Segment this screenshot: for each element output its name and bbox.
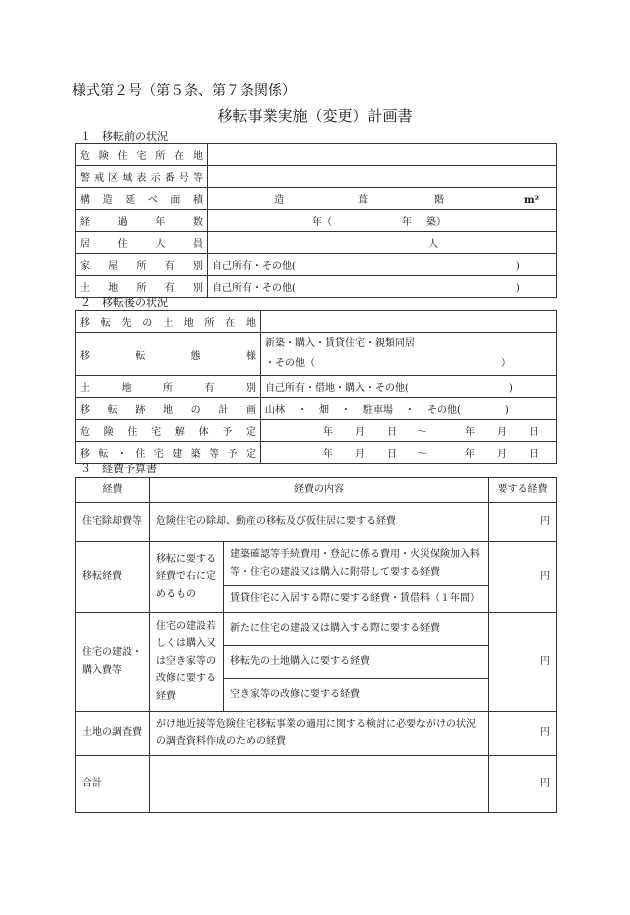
row-label: 構造延べ面積 xyxy=(76,188,208,210)
plan-other: その他( xyxy=(427,405,461,416)
expense-sublabel: 住宅の建設若しくは購入又は空き家等の改修に要する経費 xyxy=(150,612,224,711)
address-field[interactable] xyxy=(208,144,557,166)
yen-unit: 円 xyxy=(540,777,550,789)
table-header-row xyxy=(76,478,557,503)
year-label: 年 xyxy=(465,449,475,460)
yen-unit: 円 xyxy=(540,571,550,582)
plan-close-paren: ) xyxy=(504,405,509,416)
expense-item: 移転先の土地購入に要する経費 xyxy=(224,645,489,678)
expense-content: がけ地近接等危険住宅移転事業の適用に関する検討に必要ながけの状況の調査資料作成のための経費 xyxy=(150,711,489,755)
expense-content: 危険住宅の除却、動産の移転及び仮住居に要する経費 xyxy=(150,503,489,542)
total-amount-field[interactable] xyxy=(489,755,557,812)
expense-label: 住宅除却費等 xyxy=(76,503,150,542)
row-label: 移転態様 xyxy=(76,333,261,376)
row-label: 危険住宅所在地 xyxy=(76,144,208,166)
pre-relocation-table xyxy=(75,143,557,298)
amount-field[interactable] xyxy=(489,503,557,542)
persons-unit: 人 xyxy=(428,239,438,250)
table-row xyxy=(76,755,557,812)
month-label: 月 xyxy=(497,427,507,438)
plan-parking: 駐車場 xyxy=(363,405,393,416)
years-label: 年（ xyxy=(312,217,332,228)
year-label: 年 xyxy=(323,427,333,438)
floor-area-field[interactable] xyxy=(208,188,557,210)
zone-number-field[interactable] xyxy=(208,166,557,188)
amount-field[interactable] xyxy=(489,542,557,613)
form-number: 様式第２号（第５条、第７条関係） xyxy=(72,83,296,99)
table-row xyxy=(76,166,557,188)
table-row xyxy=(76,398,557,420)
table-row xyxy=(76,711,557,755)
yen-unit: 円 xyxy=(540,655,550,667)
mode-other: ・その他（ xyxy=(265,358,315,369)
col-header-amount: 要する経費 xyxy=(489,478,557,503)
table-row xyxy=(76,311,557,333)
construction-schedule-field[interactable] xyxy=(261,442,557,464)
table-row xyxy=(76,254,557,276)
row-label: 移転・住宅建築等予定 xyxy=(76,442,261,464)
expense-label: 住宅の建設・購入費等 xyxy=(76,612,150,711)
separator: ・ xyxy=(405,405,415,416)
separator: ・ xyxy=(297,405,307,416)
post-relocation-table xyxy=(75,310,557,464)
table-row xyxy=(76,420,557,442)
table-row xyxy=(76,503,557,542)
area-unit: m² xyxy=(524,195,539,206)
row-label: 経過年数 xyxy=(76,210,208,232)
month-label: 月 xyxy=(355,449,365,460)
vacated-land-plan-field[interactable] xyxy=(261,398,557,420)
table-row xyxy=(76,542,557,586)
month-label: 月 xyxy=(497,449,507,460)
section1-heading: １ 移転前の状況 xyxy=(80,130,168,143)
year-label: 年 xyxy=(465,427,475,438)
table-row xyxy=(76,376,557,398)
section3-heading: ３ 経費予算書 xyxy=(80,462,157,475)
expense-label: 移転経費 xyxy=(76,542,150,613)
amount-field[interactable] xyxy=(489,711,557,755)
section2-heading: ２ 移転後の状況 xyxy=(80,296,168,309)
yen-unit: 円 xyxy=(540,727,550,739)
table-row xyxy=(76,210,557,232)
day-label: 日 xyxy=(387,427,397,438)
row-label: 危険住宅解体予定 xyxy=(76,420,261,442)
day-label: 日 xyxy=(529,427,539,438)
new-land-ownership-field[interactable]: 自己所有・借地・購入・その他( ) xyxy=(261,376,557,398)
year-built-label: 年 xyxy=(402,217,412,228)
separator: ・ xyxy=(341,405,351,416)
total-content xyxy=(150,755,489,812)
residents-field[interactable] xyxy=(208,232,557,254)
row-label: 土地所有別 xyxy=(76,276,208,298)
mode-close-paren: ） xyxy=(501,358,511,369)
demolition-schedule-field[interactable] xyxy=(261,420,557,442)
land-ownership-field[interactable]: 自己所有・その他( ) xyxy=(208,276,557,298)
col-header-content: 経費の内容 xyxy=(150,478,489,503)
built-label: 築） xyxy=(426,217,446,228)
amount-field[interactable] xyxy=(489,612,557,711)
day-label: 日 xyxy=(529,449,539,460)
col-header-expense: 経費 xyxy=(76,478,150,503)
roof-label: 葺 xyxy=(358,195,368,206)
page-title: 移転事業実施（変更）計画書 xyxy=(217,107,413,125)
expense-item: 空き家等の改修に要する経費 xyxy=(224,678,489,711)
row-label: 家屋所有別 xyxy=(76,254,208,276)
structure-label: 造 xyxy=(274,195,284,206)
expense-sublabel: 移転に要する経費で右に定めるもの xyxy=(150,542,224,613)
table-row xyxy=(76,612,557,645)
table-row xyxy=(76,232,557,254)
total-label: 合計 xyxy=(76,755,150,812)
year-label: 年 xyxy=(323,449,333,460)
expense-item: 新たに住宅の建設又は購入する際に要する経費 xyxy=(224,612,489,645)
range-tilde: ～ xyxy=(417,427,427,438)
table-row xyxy=(76,333,557,376)
table-row xyxy=(76,144,557,166)
yen-unit: 円 xyxy=(540,516,550,528)
plan-field: 畑 xyxy=(319,405,329,416)
budget-table xyxy=(75,477,557,813)
month-label: 月 xyxy=(355,427,365,438)
destination-address-field[interactable] xyxy=(261,311,557,333)
expense-item: 賃貸住宅に入居する際に要する経費・賃借料（１年間） xyxy=(224,586,489,613)
expense-label: 土地の調査費 xyxy=(76,711,150,755)
row-label: 移転跡地の計画 xyxy=(76,398,261,420)
table-row xyxy=(76,188,557,210)
row-label: 土地所有別 xyxy=(76,376,261,398)
day-label: 日 xyxy=(387,449,397,460)
years-field[interactable] xyxy=(208,210,557,232)
plan-forest: 山林 xyxy=(265,405,285,416)
house-ownership-field[interactable]: 自己所有・その他( ) xyxy=(208,254,557,276)
range-tilde: ～ xyxy=(417,449,427,460)
row-label: 移転先の土地所在地 xyxy=(76,311,261,333)
row-label: 警戒区域表示番号等 xyxy=(76,166,208,188)
relocation-mode-field[interactable] xyxy=(261,333,557,376)
mode-options: 新築・購入・賃貸住宅・親類同居 xyxy=(265,338,415,349)
row-label: 居住人員 xyxy=(76,232,208,254)
floors-label: 階 xyxy=(434,195,444,206)
expense-item: 建築確認等手続費用・登記に係る費用・火災保険加入料等・住宅の建設又は購入に附帯して要する経費 xyxy=(224,542,489,586)
